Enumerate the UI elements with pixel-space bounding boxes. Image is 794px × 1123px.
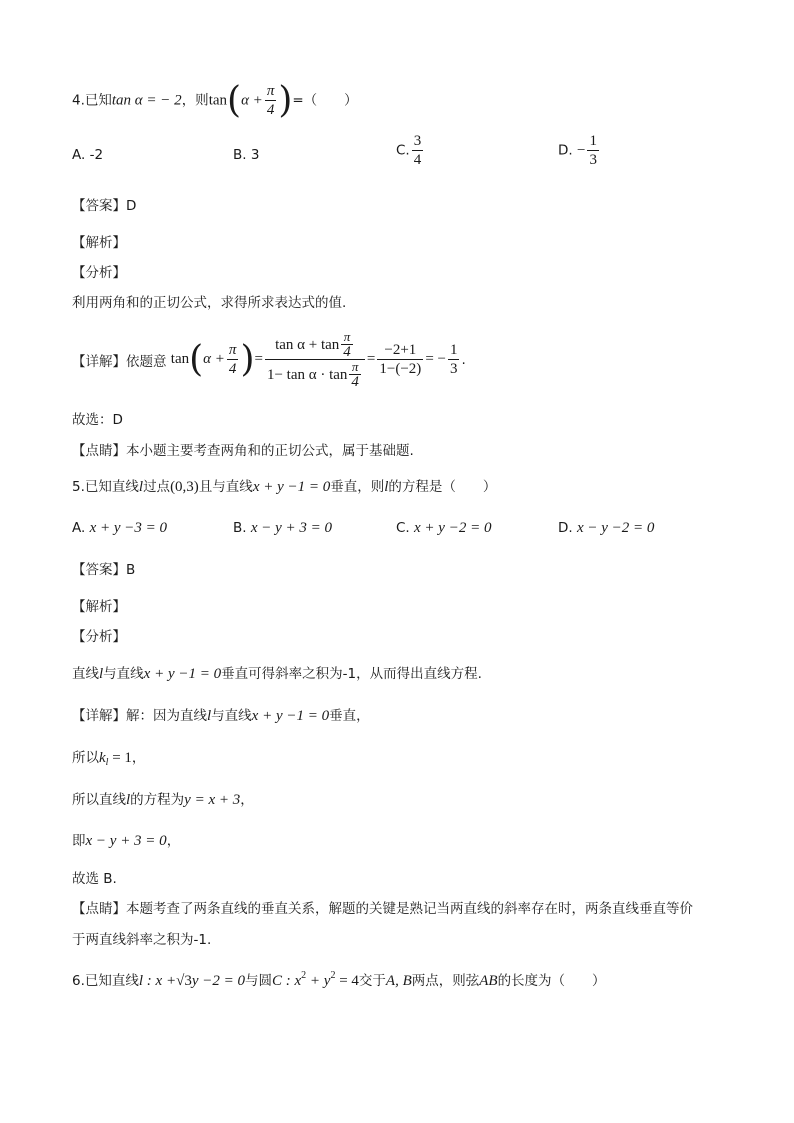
q5-result: 即x − y + 3 = 0， <box>72 833 181 849</box>
q5-stem: 5.已知直线l过点(0,3)且与直线x + y −1 = 0垂直，则l的方程是（ ） <box>72 479 497 495</box>
q4-option-c: C. $\frac{3}{4}$ <box>396 133 422 168</box>
q5-analysis-tag: 【解析】 <box>72 599 126 615</box>
q4-choose: 故选：D <box>72 412 123 428</box>
q4-stem: 4.已知tan α = − 2，则tan(α + $\frac{\pi}{4}$ )=（ ） <box>72 79 358 121</box>
q5-option-a: A. x + y −3 = 0 <box>72 520 168 536</box>
q4-detail: 【详解】 依题意 tan ( α + $\frac{\pi}{4}$ ) = tan α + tan $\frac{\pi}{4}$ 1− tan α · tan $\frac{\pi}{4}$ = $\frac{-2+1}{1-(-2)}$ = − $\frac{1}{3}$ . <box>72 329 466 390</box>
q5-fenxi-tag: 【分析】 <box>72 629 126 645</box>
q5-option-c: C. x + y −2 = 0 <box>396 520 492 536</box>
q5-detail: 【详解】解：因为直线l与直线x + y −1 = 0垂直， <box>72 708 370 724</box>
q4-option-d: D. − $\frac{1}{3}$ <box>558 133 597 168</box>
q5-choose: 故选 B. <box>72 871 117 887</box>
q5-slope: 所以$k_l = 1$， <box>72 750 146 768</box>
q4-fenxi: 利用两角和的正切公式，求得所求表达式的值. <box>72 295 347 311</box>
q4-answer: 【答案】D <box>72 198 137 214</box>
q5-line-eq: 所以直线l的方程为y = x + 3， <box>72 792 254 808</box>
pi-over-4: $\frac{\pi}{4}$ <box>266 83 275 118</box>
tan-sum-fraction: tan α + tan $\frac{\pi}{4}$ 1− tan α · tan $\frac{\pi}{4}$ <box>265 330 365 389</box>
q4-analysis-tag: 【解析】 <box>72 235 126 251</box>
q4-option-a: A. -2 <box>72 147 104 163</box>
q5-fenxi: 直线l与直线x + y −1 = 0垂直可得斜率之积为-1，从而得出直线方程. <box>72 666 482 682</box>
q5-comment: 【点睛】本题考查了两条直线的垂直关系，解题的关键是熟记当两直线的斜率存在时，两条直线垂直等价 <box>72 901 693 917</box>
q4-comment: 【点睛】本小题主要考查两角和的正切公式，属于基础题. <box>72 443 414 459</box>
q4-option-b: B. 3 <box>233 147 260 163</box>
q5-option-b: B. x − y + 3 = 0 <box>233 520 333 536</box>
q6-stem: 6.已知直线l : x +√3y −2 = 0与圆C : $x^2 + y^2 = 4$交于A, B两点，则弦AB的长度为（ ） <box>72 970 606 989</box>
q4-fenxi-tag: 【分析】 <box>72 265 126 281</box>
q5-answer: 【答案】B <box>72 562 136 578</box>
q5-comment-cont: 于两直线斜率之积为-1. <box>72 932 212 948</box>
q5-option-d: D. x − y −2 = 0 <box>558 520 655 536</box>
